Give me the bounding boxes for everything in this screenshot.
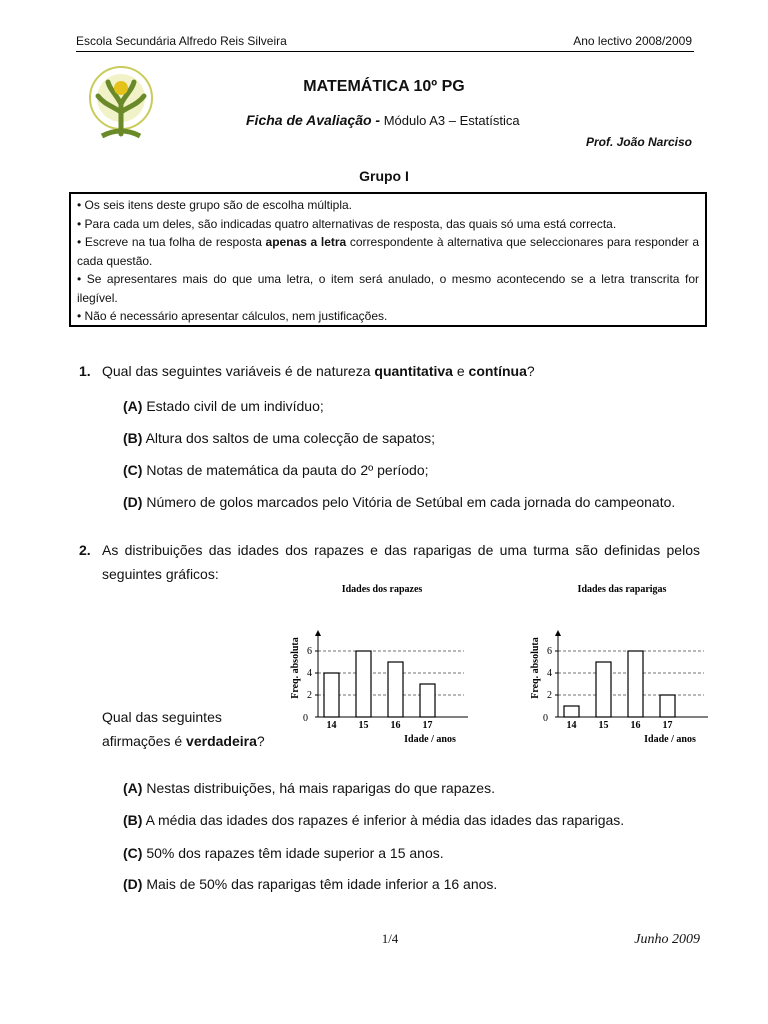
question-text: As distribuições das idades dos rapazes e das raparigas de uma turma são definidas pelos: [102, 542, 700, 558]
option: [123, 845, 444, 861]
option-text: Nestas distribuições, há mais raparigas do que rapazes.: [146, 780, 495, 796]
instruction-line: [77, 233, 699, 270]
school-logo: [88, 64, 154, 144]
q-text: afirmações é: [102, 733, 187, 749]
bar: [324, 673, 339, 717]
y-tick-label: 0: [543, 713, 548, 724]
q-text: Qual das seguintes variáveis é de natureza: [102, 363, 375, 379]
y-tick-label: 2: [547, 690, 552, 701]
option-text: A média das idades dos rapazes é inferior à média das idades das raparigas.: [145, 812, 625, 828]
y-axis-label: Freq. absoluta: [530, 637, 541, 699]
instruction-text: correspondente à alternativa que seleccionares para responder a cada questão.: [77, 235, 699, 268]
y-axis-arrow: [315, 630, 321, 636]
x-tick-label: 16: [390, 720, 401, 731]
x-tick-label: 17: [662, 720, 673, 731]
y-tick-label: 4: [307, 668, 312, 679]
option-letter: (D): [123, 494, 143, 510]
bar: [356, 651, 371, 717]
subtitle-detail: Módulo A3 – Estatística: [383, 113, 520, 128]
y-axis-label: Freq. absoluta: [290, 637, 301, 699]
chart-girls-ages: [522, 580, 712, 748]
y-axis-arrow: [555, 630, 561, 636]
chart-title: Idades dos rapazes: [341, 584, 423, 595]
q-text: e: [452, 363, 469, 379]
option: [123, 494, 675, 510]
school-name: Escola Secundária Alfredo Reis Silveira: [76, 34, 287, 48]
group-title: Grupo I: [359, 168, 409, 184]
page-title: MATEMÁTICA 10º PG: [303, 78, 465, 95]
x-tick-label: 16: [630, 720, 641, 731]
teacher-name: Prof. João Narciso: [585, 135, 692, 149]
bar: [628, 651, 643, 717]
option-letter: (A): [123, 780, 143, 796]
instruction-line: • Não é necessário apresentar cálculos, nem justificações.: [77, 309, 388, 323]
option: [123, 430, 435, 446]
q-text: ?: [256, 733, 265, 749]
option: [123, 812, 624, 828]
y-tick-label: 6: [307, 646, 312, 657]
x-axis-label: Idade / anos: [404, 734, 456, 745]
bar: [564, 706, 579, 717]
option-text: 50% dos rapazes têm idade superior a 15 anos.: [146, 845, 444, 861]
instruction-line: • Para cada um deles, são indicadas quatro alternativas de resposta, das quais só uma está correcta.: [77, 216, 617, 231]
q-text: ?: [526, 363, 535, 379]
y-tick-label: 0: [303, 713, 308, 724]
page-number: 1/4: [381, 931, 399, 946]
q-emphasis: quantitativa: [374, 363, 453, 379]
option-text: Número de golos marcados pelo Vitória de Setúbal em cada jornada do campeonato.: [146, 494, 676, 510]
chart-boys-ages: [282, 580, 472, 748]
y-tick-label: 2: [307, 690, 312, 701]
x-tick-label: 14: [566, 720, 577, 731]
x-tick-label: 14: [326, 720, 337, 731]
instruction-text: • Escreve na tua folha de resposta: [77, 235, 266, 249]
option-letter: (C): [123, 462, 143, 478]
question-text: [102, 733, 265, 749]
x-tick-label: 15: [358, 720, 369, 731]
instruction-line: • Se apresentares mais do que uma letra, o item será anulado, o mesmo acontecendo se a letra transcrita for ilegível.: [77, 272, 699, 305]
bar: [388, 662, 403, 717]
chart-title: Idades das raparigas: [577, 584, 667, 595]
option: [123, 876, 497, 892]
school-year: Ano lectivo 2008/2009: [573, 34, 692, 48]
subtitle: [246, 112, 520, 128]
question-text: seguintes gráficos:: [102, 566, 219, 582]
option-letter: (C): [123, 845, 143, 861]
option-text: Notas de matemática da pauta do 2º período;: [146, 462, 429, 478]
y-tick-label: 6: [547, 646, 552, 657]
question-number: 2.: [79, 542, 91, 558]
instruction-line: • Os seis itens deste grupo são de escolha múltipla.: [77, 198, 353, 212]
option: [123, 780, 495, 796]
option-letter: (A): [123, 398, 143, 414]
x-tick-label: 17: [422, 720, 433, 731]
x-tick-label: 15: [598, 720, 609, 731]
question-number: 1.: [79, 363, 91, 379]
bar: [420, 684, 435, 717]
bar: [596, 662, 611, 717]
footer-date: Junho 2009: [634, 932, 700, 947]
option: [123, 398, 324, 414]
subtitle-label: Ficha de Avaliação -: [246, 112, 381, 128]
q-emphasis: verdadeira: [186, 733, 257, 749]
question-text: Qual das seguintes: [102, 709, 222, 725]
option-text: Estado civil de um indivíduo;: [146, 398, 324, 414]
option-letter: (B): [123, 430, 143, 446]
header-rule: [76, 51, 694, 52]
instructions-box: [69, 192, 707, 327]
bar: [660, 695, 675, 717]
option: [123, 462, 429, 478]
option-text: Altura dos saltos de uma colecção de sapatos;: [145, 430, 436, 446]
q-emphasis: contínua: [468, 363, 527, 379]
instruction-emphasis: apenas a letra: [265, 235, 347, 249]
x-axis-label: Idade / anos: [644, 734, 696, 745]
y-tick-label: 4: [547, 668, 552, 679]
option-letter: (D): [123, 876, 143, 892]
option-letter: (B): [123, 812, 143, 828]
question-text: [102, 363, 535, 379]
option-text: Mais de 50% das raparigas têm idade inferior a 16 anos.: [146, 876, 498, 892]
